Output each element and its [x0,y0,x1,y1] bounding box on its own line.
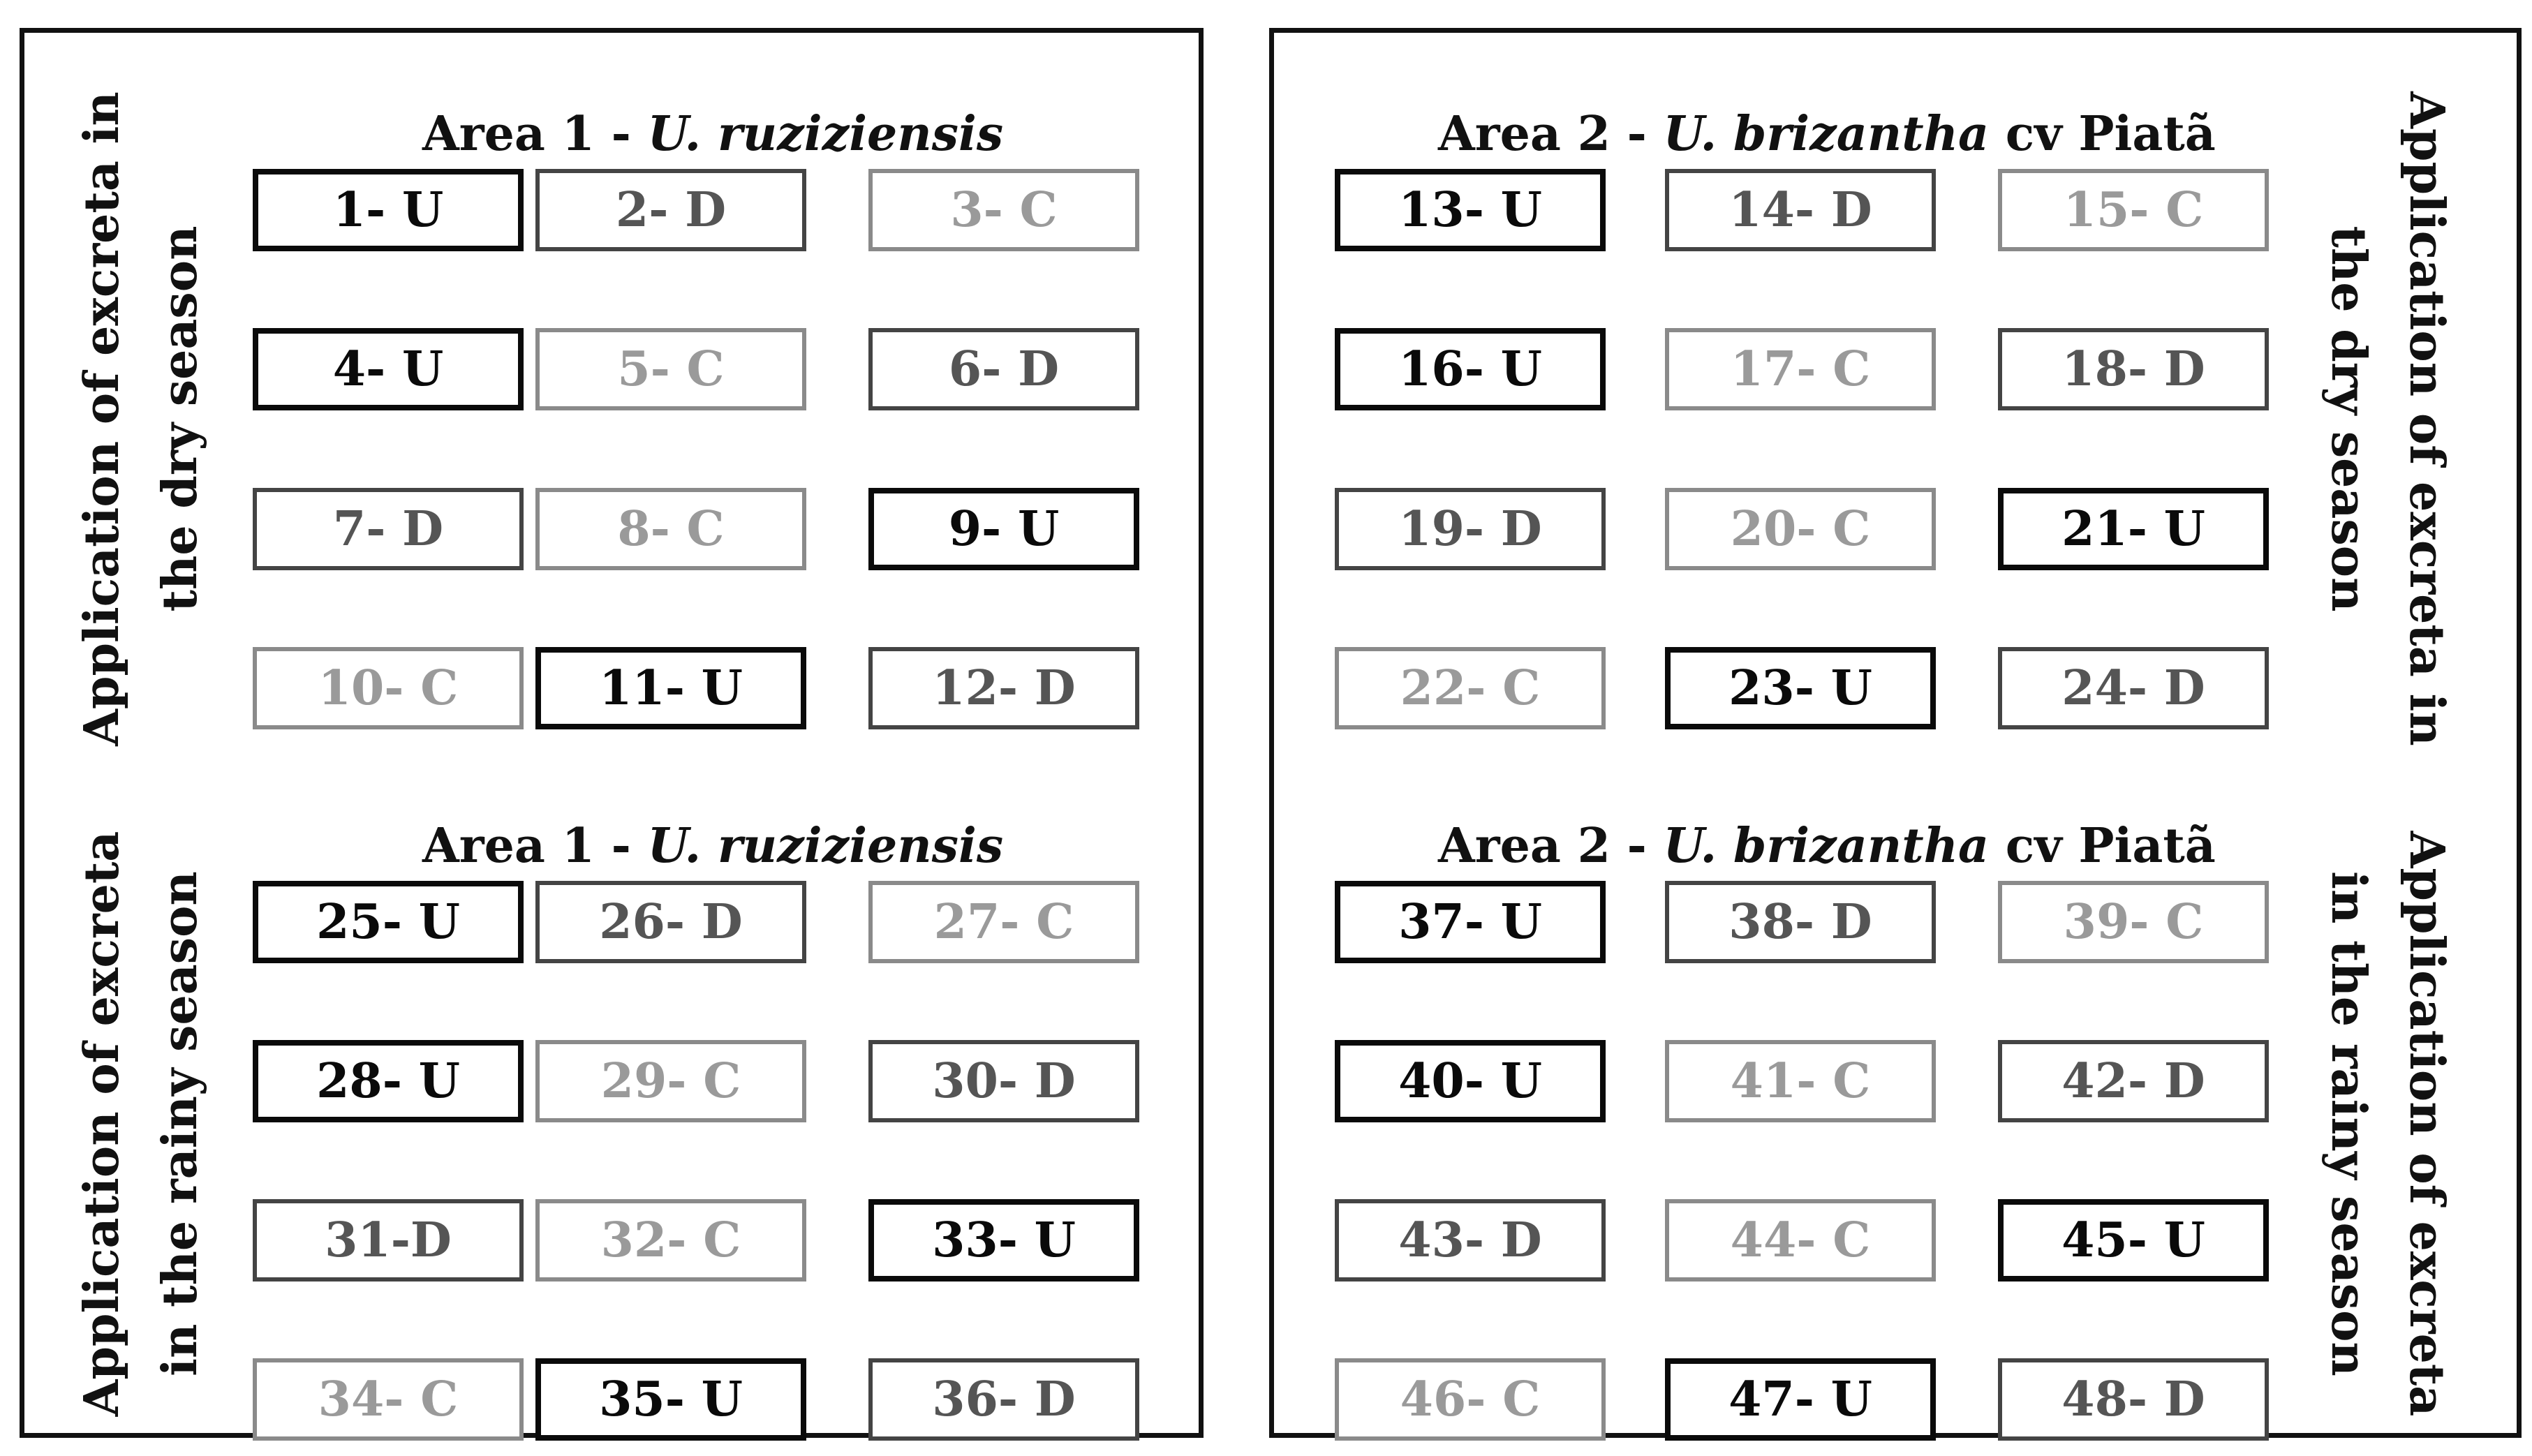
plot-cell: 35- U [535,1358,806,1441]
plot-cell: 32- C [535,1199,806,1282]
side-label-line-1: Application of excreta in [2399,91,2455,746]
area2-title-species: U. brizantha [1663,818,1990,874]
plot-cell: 23- U [1665,647,1936,729]
plot-cell: 22- C [1335,647,1606,729]
plot-cell: 14- D [1665,169,1936,251]
plot-cell: 13- U [1335,169,1606,251]
area1-title-species: U. ruziziensis [647,106,1004,162]
plot-cell: 17- C [1665,328,1936,410]
plot-cell: 19- D [1335,488,1606,570]
side-label-line-2: the dry season [152,225,208,612]
side-label-line-2: in the rainy season [152,871,208,1376]
plot-cell: 37- U [1335,881,1606,963]
plot-cell: 33- U [868,1199,1139,1282]
plot-cell: 26- D [535,881,806,963]
plot-cell: 43- D [1335,1199,1606,1282]
plot-cell: 45- U [1998,1199,2269,1282]
area2-title-suffix: cv Piatã [1989,106,2216,162]
side-label-line-2: in the rainy season [2320,871,2376,1376]
area2-title-species: U. brizantha [1663,106,1990,162]
plot-cell: 47- U [1665,1358,1936,1441]
plot-cell: 46- C [1335,1358,1606,1441]
plot-cell: 38- D [1665,881,1936,963]
plot-cell: 31-D [253,1199,524,1282]
plot-cell: 10- C [253,647,524,729]
plot-cell: 39- C [1998,881,2269,963]
plot-cell: 7- D [253,488,524,570]
plot-cell: 15- C [1998,169,2269,251]
plot-cell: 30- D [868,1040,1139,1122]
plot-cell: 16- U [1335,328,1606,410]
area2-rainy-title [1438,818,2216,874]
plot-cell: 6- D [868,328,1139,410]
plot-cell: 3- C [868,169,1139,251]
plot-cell: 29- C [535,1040,806,1122]
area1-title-species: U. ruziziensis [647,818,1004,874]
plot-cell: 42- D [1998,1040,2269,1122]
plot-cell: 8- C [535,488,806,570]
plot-cell: 12- D [868,647,1139,729]
plot-cell: 48- D [1998,1358,2269,1441]
area2-title-label: Area 2 - [1438,106,1664,162]
area1-title-label: Area 1 - [422,106,648,162]
side-label-line-1: Application of excreta [2399,831,2455,1417]
plot-cell: 28- U [253,1040,524,1122]
plot-cell: 25- U [253,881,524,963]
area2-dry-title [1438,106,2216,162]
side-label-line-1: Application of excreta [74,831,130,1417]
area1-title-label: Area 1 - [422,818,648,874]
plot-cell: 1- U [253,169,524,251]
area1-rainy-title [422,818,1003,874]
area2-title-label: Area 2 - [1438,818,1664,874]
plot-cell: 11- U [535,647,806,729]
side-label-line-1: Application of excreta in [74,91,130,746]
plot-cell: 18- D [1998,328,2269,410]
plot-cell: 41- C [1665,1040,1936,1122]
plot-cell: 34- C [253,1358,524,1441]
area2-title-suffix: cv Piatã [1989,818,2216,874]
plot-cell: 9- U [868,488,1139,570]
plot-cell: 44- C [1665,1199,1936,1282]
plot-cell: 40- U [1335,1040,1606,1122]
side-label-line-2: the dry season [2320,225,2376,612]
area1-dry-title [422,106,1003,162]
plot-cell: 5- C [535,328,806,410]
plot-cell: 24- D [1998,647,2269,729]
plot-cell: 27- C [868,881,1139,963]
plot-cell: 4- U [253,328,524,410]
plot-cell: 2- D [535,169,806,251]
plot-cell: 36- D [868,1358,1139,1441]
plot-cell: 21- U [1998,488,2269,570]
plot-cell: 20- C [1665,488,1936,570]
